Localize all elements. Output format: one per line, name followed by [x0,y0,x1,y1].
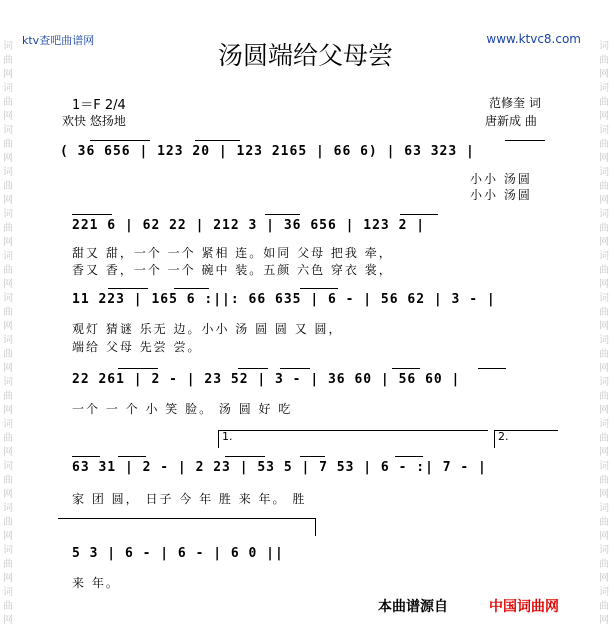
slur [400,214,438,215]
composer-credit: 唐新成 曲 [485,114,537,128]
watermark-char: 曲 [599,475,609,486]
watermark-char: 词 [3,167,13,178]
slur [195,140,240,141]
watermark-char: 网 [599,531,609,542]
site-name-left[interactable]: ktv查吧曲谱网 [22,34,95,47]
watermark-char: 词 [599,419,609,430]
score-line-1-lyrics-v1: 小小 汤圆 [470,172,532,186]
watermark-char: 词 [3,377,13,388]
watermark-char: 网 [3,195,13,206]
score-line-3-notes: 11 223 | 165 6 :||: 66 635 | 6 - | 56 62 | 3 - | [72,292,496,307]
watermark-char: 曲 [3,223,13,234]
watermark-char: 曲 [3,601,13,612]
watermark-char: 词 [3,503,13,514]
score-line-1-lyrics-v2: 小小 汤圆 [470,188,532,202]
watermark-char: 网 [599,237,609,248]
second-ending-continuation-edge [315,518,316,536]
score-line-4-lyrics: 一个 一 个 小 笑 脸。 汤 圆 好 吃 [72,402,293,416]
watermark-char: 网 [3,573,13,584]
watermark-char: 网 [599,405,609,416]
watermark-char: 词 [3,209,13,220]
slur [174,288,209,289]
watermark-char: 网 [3,405,13,416]
watermark-char: 网 [3,153,13,164]
watermark-char: 词 [599,209,609,220]
watermark-char: 词 [599,41,609,52]
watermark-char: 词 [3,293,13,304]
score-line-6-lyrics: 来 年。 [72,576,120,590]
watermark-char: 曲 [599,307,609,318]
slur [225,456,265,457]
watermark-char: 曲 [599,55,609,66]
watermark-char: 词 [599,503,609,514]
watermark-char: 词 [599,251,609,262]
watermark-char: 词 [3,545,13,556]
watermark-char: 词 [599,545,609,556]
first-ending-label: 1. [222,430,233,443]
watermark-char: 词 [3,335,13,346]
watermark-char: 网 [599,447,609,458]
watermark-char: 曲 [3,265,13,276]
watermark-char: 网 [599,321,609,332]
score-line-1-notes: ( 36 656 | 123 20 | 123 2165 | 66 6) | 63 323 | [60,144,475,159]
watermark-char: 曲 [3,391,13,402]
tempo-marking: 欢快 悠扬地 [62,114,126,128]
watermark-char: 网 [3,531,13,542]
watermark-char: 词 [599,293,609,304]
watermark-char: 词 [3,419,13,430]
watermark-char: 词 [599,377,609,388]
watermark-char: 词 [599,335,609,346]
slur [72,214,112,215]
watermark-char: 曲 [3,307,13,318]
watermark-char: 词 [599,125,609,136]
watermark-char: 曲 [599,391,609,402]
slur [108,288,148,289]
watermark-char: 词 [599,461,609,472]
watermark-char: 网 [599,69,609,80]
score-line-2-notes: 221 6 | 62 22 | 212 3 | 36 656 | 123 2 | [72,218,426,233]
watermark-char: 网 [599,279,609,290]
watermark-char: 曲 [599,559,609,570]
score-line-5-lyrics: 家 团 圆， 日子 今 年 胜 来 年。 胜 [72,492,307,506]
watermark-char: 曲 [599,265,609,276]
watermark-char: 曲 [599,517,609,528]
watermark-char: 曲 [3,517,13,528]
watermark-char: 词 [3,587,13,598]
slur [478,368,506,369]
watermark-char: 网 [3,237,13,248]
watermark-char: 曲 [3,55,13,66]
watermark-char: 网 [3,69,13,80]
watermark-char: 曲 [599,97,609,108]
watermark-char: 词 [599,83,609,94]
watermark-char: 网 [599,363,609,374]
watermark-char: 曲 [3,181,13,192]
watermark-char: 曲 [599,433,609,444]
watermark-char: 词 [599,167,609,178]
watermark-char: 词 [3,83,13,94]
slur [72,456,100,457]
second-ending-label: 2. [498,430,509,443]
watermark-char: 曲 [3,475,13,486]
first-ending-bracket [218,430,488,431]
score-line-5-notes: 63 31 | 2 - | 2 23 | 53 5 | 7 53 | 6 - :| 7 - | [72,460,487,475]
watermark-char: 曲 [599,601,609,612]
watermark-char: 曲 [3,349,13,360]
watermark-char: 网 [599,153,609,164]
watermark-char: 曲 [599,223,609,234]
watermark-char: 网 [3,615,13,626]
score-line-3-lyrics-v1: 观灯 猜谜 乐无 边。小小 汤 圆 圆 又 圆， [72,322,343,336]
slur [395,456,423,457]
watermark-char: 网 [3,489,13,500]
watermark-char: 词 [3,251,13,262]
watermark-char: 曲 [599,349,609,360]
score-line-6-notes: 5 3 | 6 - | 6 - | 6 0 || [72,546,284,561]
watermark-char: 曲 [599,139,609,150]
key-signature: 1＝F 2/4 [72,98,126,113]
slur [392,368,420,369]
slur [238,368,268,369]
watermark-char: 曲 [3,97,13,108]
second-ending-bracket-edge [494,430,495,448]
source-site-link[interactable]: 中国词曲网 [489,599,559,615]
score-line-2-lyrics-v2: 香又 香，一个 一个 碗中 装。五颜 六色 穿衣 裳， [72,263,393,277]
slur [300,288,338,289]
watermark-char: 词 [3,41,13,52]
watermark-char: 网 [599,111,609,122]
watermark-char: 曲 [599,181,609,192]
watermark-char: 网 [599,195,609,206]
watermark-char: 网 [599,573,609,584]
watermark-char: 词 [3,461,13,472]
watermark-left-column [2,40,14,628]
slur [505,140,545,141]
watermark-char: 曲 [3,559,13,570]
score-line-4-notes: 22 261 | 2 - | 23 52 | 3 - | 36 60 | 56 60 | [72,372,461,387]
watermark-char: 网 [3,279,13,290]
source-label: 本曲谱源自 [378,599,448,615]
first-ending-bracket-edge [218,430,219,448]
song-title: 汤圆端给父母尝 [217,41,393,70]
slur [90,140,150,141]
slur [118,368,158,369]
watermark-right-column [598,40,610,628]
watermark-char: 曲 [3,139,13,150]
watermark-char: 网 [3,363,13,374]
watermark-char: 词 [3,125,13,136]
score-line-3-lyrics-v2: 端给 父母 先尝 尝。 [72,340,202,354]
site-url-right[interactable]: www.ktvc8.com [486,32,581,46]
slur [300,456,325,457]
watermark-char: 词 [599,587,609,598]
watermark-char: 网 [3,321,13,332]
slur [280,368,310,369]
slur [118,456,146,457]
watermark-char: 网 [3,447,13,458]
score-line-2-lyrics-v1: 甜又 甜，一个 一个 紧相 连。如同 父母 把我 牵， [72,246,393,260]
watermark-char: 曲 [3,433,13,444]
slur [265,214,300,215]
watermark-char: 网 [599,489,609,500]
watermark-char: 网 [599,615,609,626]
second-ending-continuation [58,518,316,519]
watermark-char: 网 [3,111,13,122]
lyricist-credit: 范修奎 词 [489,96,541,110]
